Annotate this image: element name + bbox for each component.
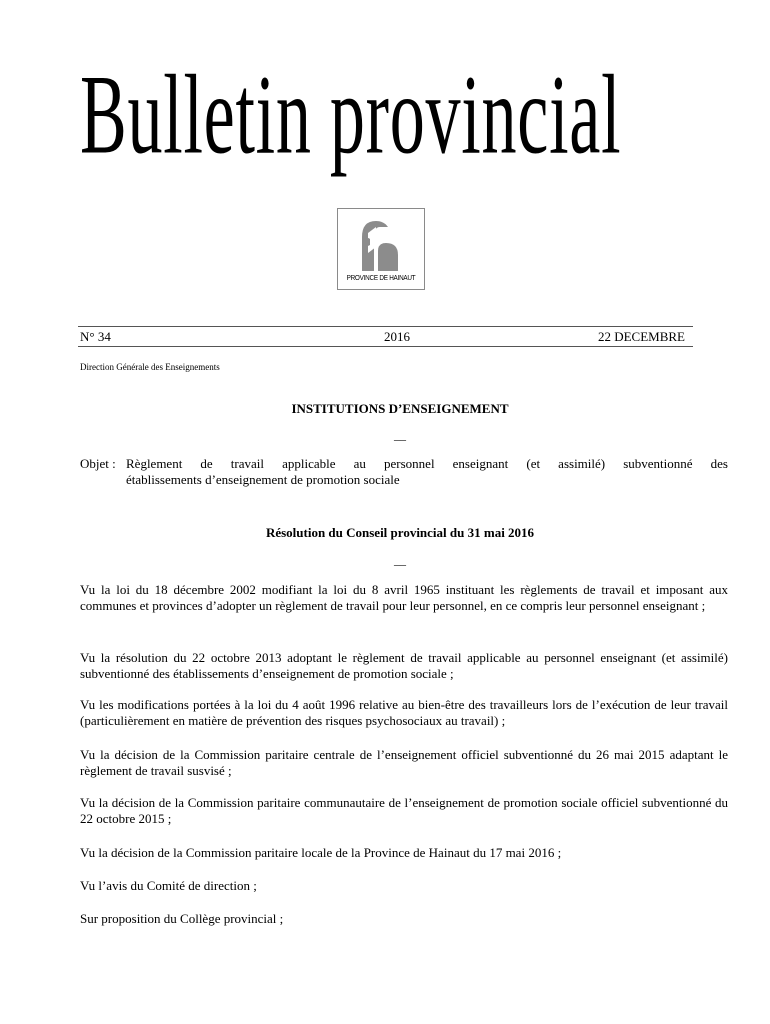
issue-number: N° 34	[80, 329, 111, 344]
issue-line	[80, 329, 685, 345]
paragraph: Vu les modifications portées à la loi du 4 août 1996 relative au bien-être des travailleurs lors de l’exécution de leur travail (particulièrement en matière de prévention des risques psychosociaux au travail) ;	[80, 697, 728, 728]
objet-text-line2: établissements d’enseignement de promotion sociale	[126, 472, 400, 487]
objet-text	[126, 456, 728, 488]
paragraph: Sur proposition du Collège provincial ;	[80, 911, 284, 926]
paragraph: Vu la loi du 18 décembre 2002 modifiant la loi du 8 avril 1965 instituant les règlements de travail et imposant aux communes et provinces d’adopter un règlement de travail pour leur personnel, en ce compris leur personnel enseignant ;	[80, 582, 728, 613]
separator-dash-2: __	[394, 553, 406, 567]
issue-year: 2016	[384, 329, 410, 344]
resolution-title: Résolution du Conseil provincial du 31 mai 2016	[265, 525, 535, 540]
hainaut-emblem-icon	[358, 217, 406, 273]
separator-dash: __	[394, 428, 406, 442]
paragraph: Vu la décision de la Commission paritaire locale de la Province de Hainaut du 17 mai 2016 ;	[80, 845, 562, 860]
logo-caption: PROVINCE DE HAINAUT	[346, 273, 416, 282]
bulletin-title: Bulletin provincial	[80, 58, 622, 178]
paragraph: Vu la décision de la Commission paritaire communautaire de l’enseignement de promotion sociale officiel subventionné du 22 octobre 2015 ;	[80, 795, 728, 826]
section-title: INSTITUTIONS D’ENSEIGNEMENT	[291, 401, 509, 416]
objet-text-line1: Règlement de travail applicable au personnel enseignant (et assimilé) subventionné des	[126, 456, 728, 471]
header-rule-top	[78, 326, 693, 327]
paragraph: Vu l’avis du Comité de direction ;	[80, 878, 257, 893]
province-logo	[337, 208, 425, 290]
objet-label: Objet :	[80, 456, 116, 471]
paragraph: Vu la résolution du 22 octobre 2013 adoptant le règlement de travail applicable au personnel enseignant (et assimilé) subventionné des établissements d’enseignement de promotion sociale ;	[80, 650, 728, 681]
header-rule-bottom	[78, 346, 693, 347]
issue-date: 22 DECEMBRE	[597, 329, 685, 344]
direction-label: Direction Générale des Enseignements	[80, 362, 220, 372]
objet-block	[80, 456, 728, 488]
paragraph: Vu la décision de la Commission paritaire centrale de l’enseignement officiel subventionné du 26 mai 2015 adaptant le règlement de travail susvisé ;	[80, 747, 728, 778]
masthead	[80, 58, 700, 218]
